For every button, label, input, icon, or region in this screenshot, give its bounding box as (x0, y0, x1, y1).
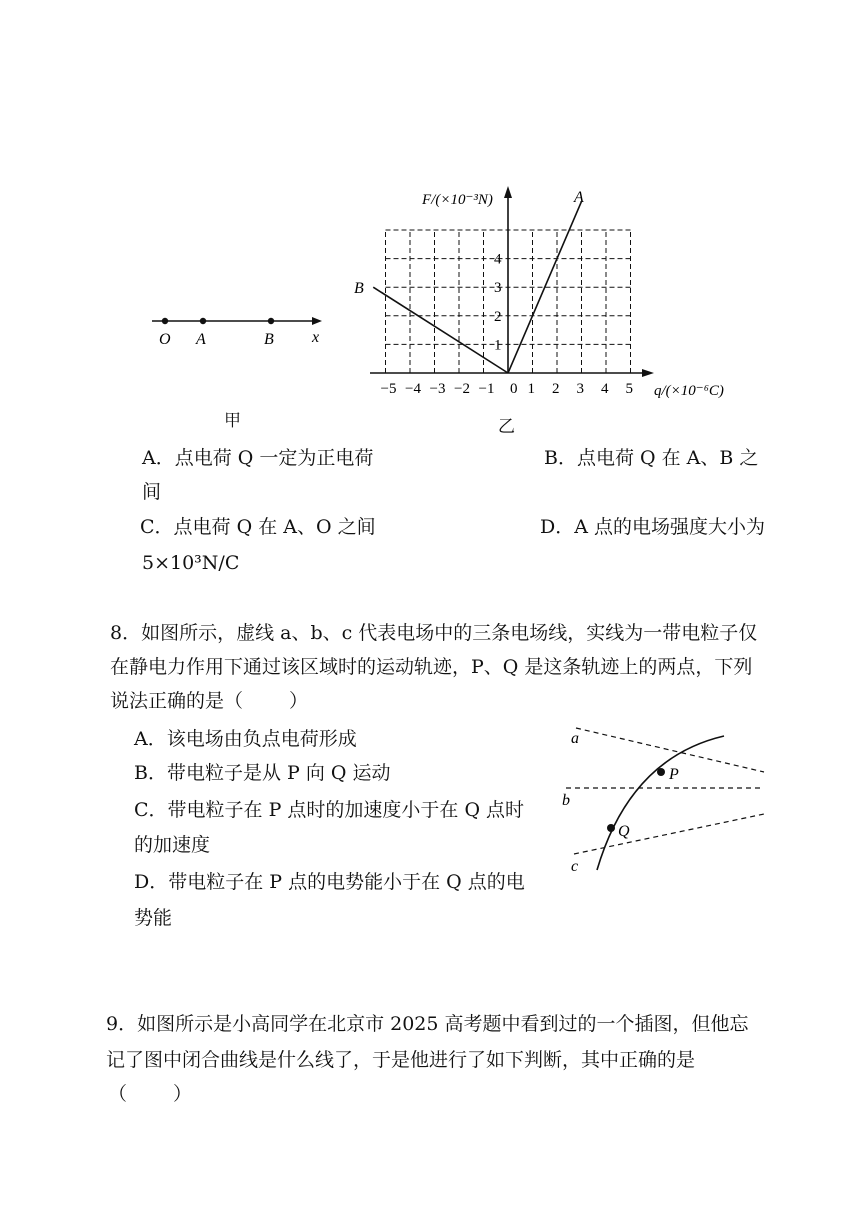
line-B (373, 287, 508, 373)
q9-stem-line1: 9．如图所示是小高同学在北京市 2025 高考题中看到过的一个插图，但他忘 (106, 1013, 749, 1035)
x-tick-label: −2 (454, 381, 470, 397)
q8-stem-text: 说法正确的是（ (110, 690, 244, 712)
x-axis-arrow (642, 369, 654, 377)
q8-option-a: A．该电场由负点电荷形成 (134, 728, 357, 750)
label-c: c (571, 858, 579, 875)
q7-option-d: D．A 点的电场强度大小为 (540, 516, 765, 538)
y-tick-label: 3 (494, 280, 502, 297)
x-tick-label: 4 (601, 381, 609, 397)
label-Q: Q (618, 823, 630, 840)
q9-close-paren: ） (173, 1083, 193, 1105)
label-A: A (196, 331, 206, 348)
q8-option-d-wrap: 势能 (134, 907, 173, 929)
line-A-label: A (574, 189, 584, 206)
x-tick-label: −1 (478, 381, 495, 397)
figure-yi (340, 180, 740, 450)
label-a: a (571, 730, 579, 747)
q7-option-c: C．点电荷 Q 在 A、O 之间 (140, 516, 376, 538)
label-B: B (264, 331, 274, 348)
x-axis-label: q/(×10⁻⁶C) (654, 383, 724, 399)
y-tick-label: 2 (494, 308, 502, 325)
x-tick-label: 1 (527, 381, 535, 397)
label-P: P (669, 766, 679, 783)
point-B (268, 318, 274, 324)
point-O (162, 318, 168, 324)
label-x: x (312, 329, 320, 346)
figure-jia (140, 300, 340, 360)
q8-stem-line1: 8．如图所示，虚线 a、b、c 代表电场中的三条电场线，实线为一带电粒子仅 (110, 622, 758, 644)
x-tick-labels (381, 381, 634, 397)
trajectory (597, 736, 724, 870)
figure-yi-caption: 乙 (498, 417, 515, 437)
x-tick-label: −4 (405, 381, 421, 397)
point-A (200, 318, 206, 324)
label-b: b (562, 792, 570, 809)
y-tick-labels (494, 252, 502, 354)
q8-option-b: B．带电粒子是从 P 向 Q 运动 (134, 762, 391, 784)
x-tick-label: 3 (576, 381, 584, 397)
q8-stem-line2: 在静电力作用下通过该区域时的运动轨迹，P、Q 是这条轨迹上的两点，下列 (110, 656, 753, 678)
q8-option-d: D．带电粒子在 P 点的电势能小于在 Q 点的电 (134, 871, 525, 893)
y-axis-label: F/(×10⁻³N) (422, 192, 493, 208)
q7-option-d-wrap: 5×10³N/C (142, 552, 240, 574)
figure-jia-caption: 甲 (224, 411, 241, 431)
label-O: O (159, 331, 171, 348)
x-tick-label: 0 (510, 381, 518, 397)
q8-option-c: C．带电粒子在 P 点时的加速度小于在 Q 点时 (134, 799, 525, 821)
x-axis-arrow (312, 317, 322, 325)
q9-stem-line2: 记了图中闭合曲线是什么线了，于是他进行了如下判断，其中正确的是 (106, 1049, 696, 1071)
x-tick-label: −3 (429, 381, 446, 397)
q8-stem-close-paren: ） (289, 690, 309, 712)
y-axis-arrow (504, 186, 512, 198)
line-B-label: B (354, 280, 364, 297)
field-line-c (574, 814, 764, 854)
q9-open-paren: （ (108, 1083, 128, 1105)
y-tick-label: 1 (494, 337, 502, 354)
q8-figure (560, 718, 768, 878)
q7-option-a-wrap: 间 (142, 481, 162, 503)
q9-stem-line3 (108, 1079, 192, 1109)
q8-option-c-wrap: 的加速度 (134, 834, 211, 856)
x-tick-label: 5 (625, 381, 633, 397)
q7-option-b: B．点电荷 Q 在 A、B 之 (544, 447, 759, 469)
q7-option-a: A．点电荷 Q 一定为正电荷 (142, 447, 374, 469)
x-tick-label: 2 (552, 381, 560, 397)
point-P (657, 768, 665, 776)
q8-stem-line3 (110, 686, 308, 716)
point-Q (607, 824, 615, 832)
x-tick-label: −5 (380, 381, 397, 397)
y-tick-label: 4 (494, 251, 502, 268)
